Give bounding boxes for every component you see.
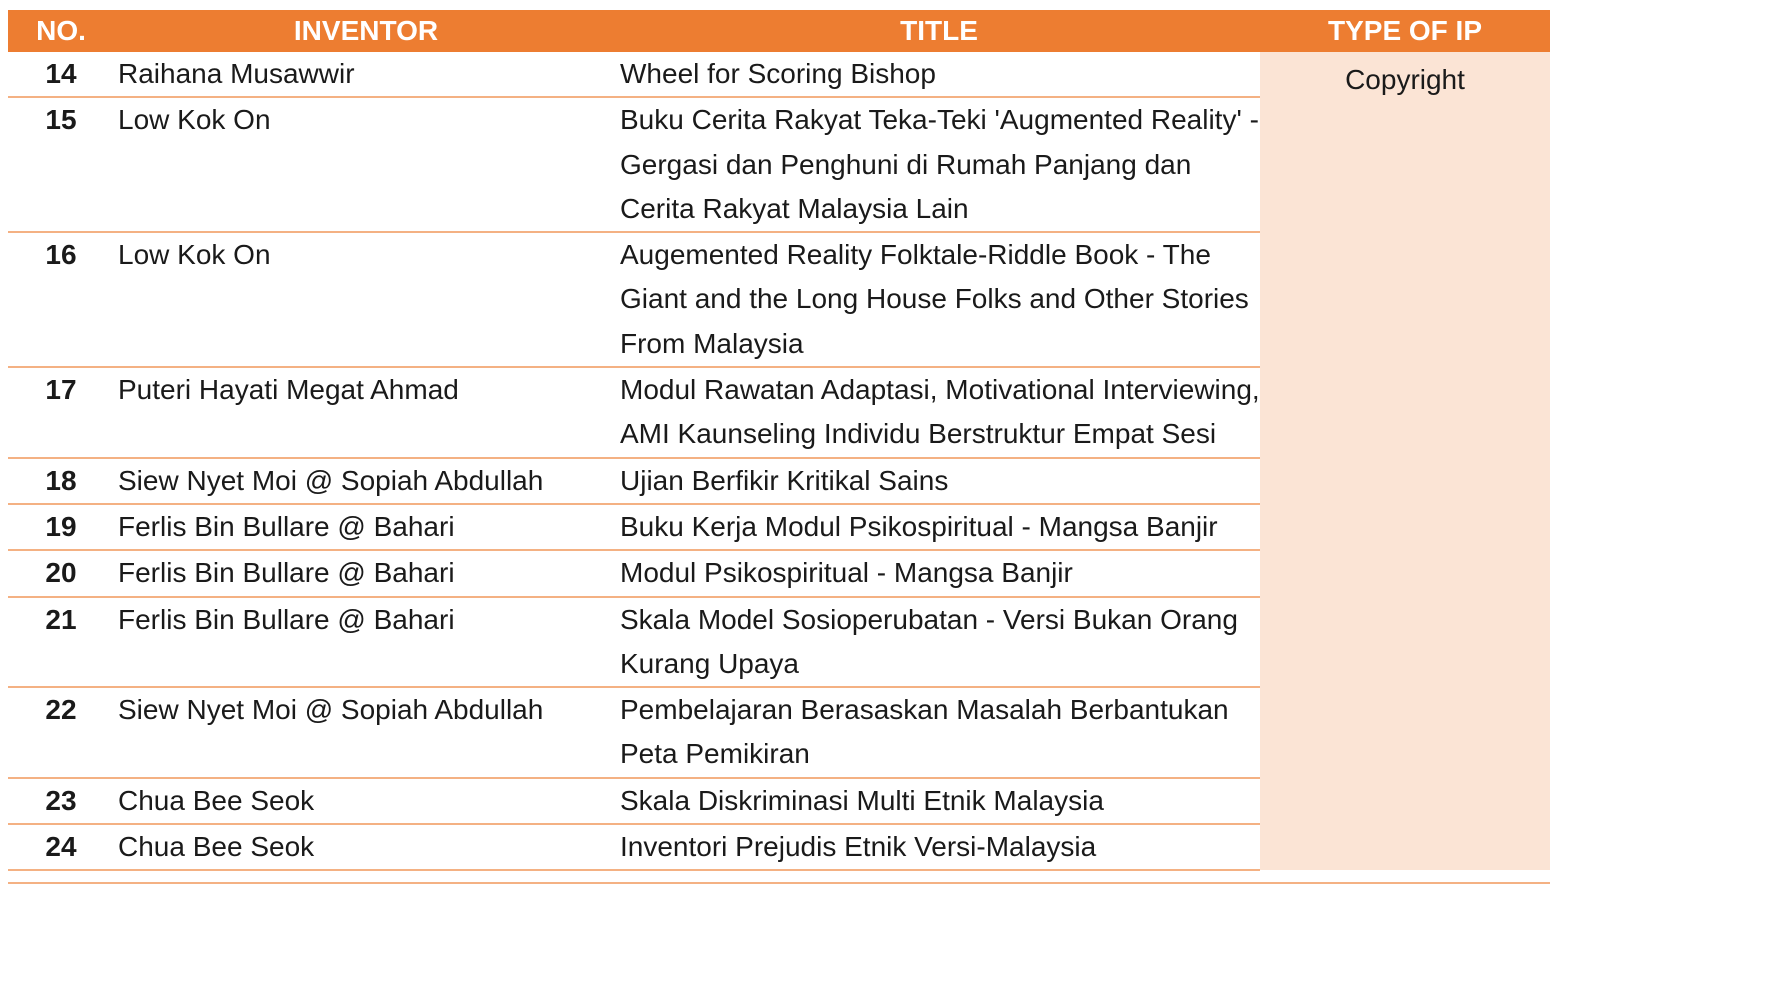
row-number: 23 [8, 778, 114, 824]
header-no: NO. [8, 10, 114, 52]
row-title: Buku Kerja Modul Psikospiritual - Mangsa Banjir [618, 504, 1260, 550]
row-inventor: Low Kok On [114, 97, 618, 232]
row-inventor: Chua Bee Seok [114, 824, 618, 870]
row-title: Modul Rawatan Adaptasi, Motivational Interviewing, AMI Kaunseling Individu Berstruktur Empat Sesi [618, 367, 1260, 458]
row-inventor: Chua Bee Seok [114, 778, 618, 824]
table-row [8, 52, 1550, 97]
ip-table [8, 10, 1550, 871]
row-title: Buku Cerita Rakyat Teka-Teki 'Augmented Reality' - Gergasi dan Penghuni di Rumah Panjang dan Cerita Rakyat Malaysia Lain [618, 97, 1260, 232]
table-bottom-border [8, 882, 1550, 884]
table-header [8, 10, 1550, 52]
row-title: Augemented Reality Folktale-Riddle Book - The Giant and the Long House Folks and Other Stories From Malaysia [618, 232, 1260, 367]
row-number: 22 [8, 687, 114, 778]
table-body [8, 52, 1550, 870]
row-number: 16 [8, 232, 114, 367]
row-inventor: Ferlis Bin Bullare @ Bahari [114, 504, 618, 550]
header-title: TITLE [618, 10, 1260, 52]
row-inventor: Ferlis Bin Bullare @ Bahari [114, 550, 618, 596]
row-title: Ujian Berfikir Kritikal Sains [618, 458, 1260, 504]
row-title: Inventori Prejudis Etnik Versi-Malaysia [618, 824, 1260, 870]
row-number: 20 [8, 550, 114, 596]
row-number: 18 [8, 458, 114, 504]
row-inventor: Puteri Hayati Megat Ahmad [114, 367, 618, 458]
row-title: Modul Psikospiritual - Mangsa Banjir [618, 550, 1260, 596]
row-number: 15 [8, 97, 114, 232]
row-number: 24 [8, 824, 114, 870]
row-number: 14 [8, 52, 114, 97]
row-title: Skala Model Sosioperubatan - Versi Bukan Orang Kurang Upaya [618, 597, 1260, 688]
row-inventor: Ferlis Bin Bullare @ Bahari [114, 597, 618, 688]
row-inventor: Raihana Musawwir [114, 52, 618, 97]
row-inventor: Siew Nyet Moi @ Sopiah Abdullah [114, 458, 618, 504]
header-type-of-ip: TYPE OF IP [1260, 10, 1550, 52]
row-inventor: Low Kok On [114, 232, 618, 367]
row-number: 19 [8, 504, 114, 550]
type-of-ip-cell: Copyright [1260, 52, 1550, 870]
row-title: Pembelajaran Berasaskan Masalah Berbantukan Peta Pemikiran [618, 687, 1260, 778]
row-number: 21 [8, 597, 114, 688]
row-number: 17 [8, 367, 114, 458]
header-row [8, 10, 1550, 52]
header-inventor: INVENTOR [114, 10, 618, 52]
row-title: Skala Diskriminasi Multi Etnik Malaysia [618, 778, 1260, 824]
row-inventor: Siew Nyet Moi @ Sopiah Abdullah [114, 687, 618, 778]
row-title: Wheel for Scoring Bishop [618, 52, 1260, 97]
